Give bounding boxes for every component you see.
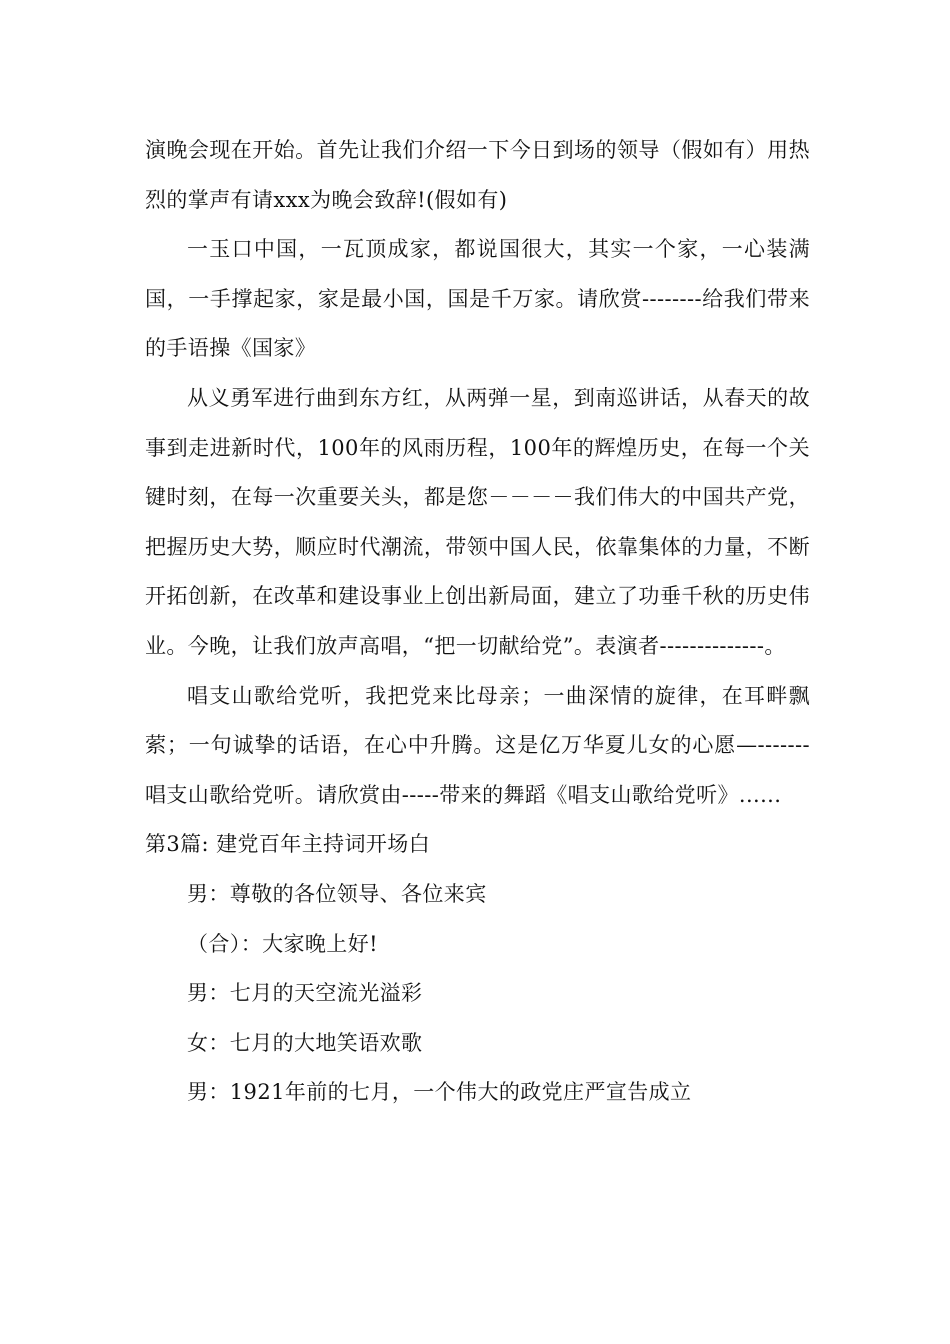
paragraph-intro-continuation: 演晚会现在开始。首先让我们介绍一下今日到场的领导（假如有）用热烈的掌声有请xxx为晚会致辞!(假如有) [145,138,810,212]
paragraph-guojia: 一玉口中国，一瓦顶成家，都说国很大，其实一个家，一心装满国，一手撑起家，家是最小国，国是千万家。请欣赏--------给我们带来的手语操《国家》 [145,237,810,361]
paragraph-shange: 唱支山歌给党听，我把党来比母亲；一曲深情的旋律，在耳畔飘萦；一句诚挚的话语，在心中升腾。这是亿万华夏儿女的心愿—-------唱支山歌给党听。请欣赏由-----带来的舞蹈《唱支山歌给党听》...... [145,683,810,807]
dialogue-line: 男：尊敬的各位领导、各位来宾 [187,881,487,906]
dialogue-line: 男：1921年前的七月，一个伟大的政党庄严宣告成立 [187,1080,692,1105]
dialogue-line: 男：七月的天空流光溢彩 [187,981,423,1006]
paragraph-party-history: 从义勇军进行曲到东方红，从两弹一星，到南巡讲话，从春天的故事到走进新时代，100年的风雨历程，100年的辉煌历史，在每一个关键时刻，在每一次重要关头，都是您－－－－我们伟大的中国共产党，把握历史大势，顺应时代潮流，带领中国人民，依靠集体的力量，不断开拓创新，在改革和建设事业上创出新局面，建立了功垂千秋的历史伟业。今晚，让我们放声高唱，“把一切献给党”。表演者--------------。 [145,385,810,658]
document-body [145,126,810,1118]
section-heading: 第3篇: 建党百年主持词开场白 [145,832,431,857]
dialogue-line: 女：七月的大地笑语欢歌 [187,1030,423,1055]
dialogue-line: （合）：大家晚上好! [187,931,378,956]
